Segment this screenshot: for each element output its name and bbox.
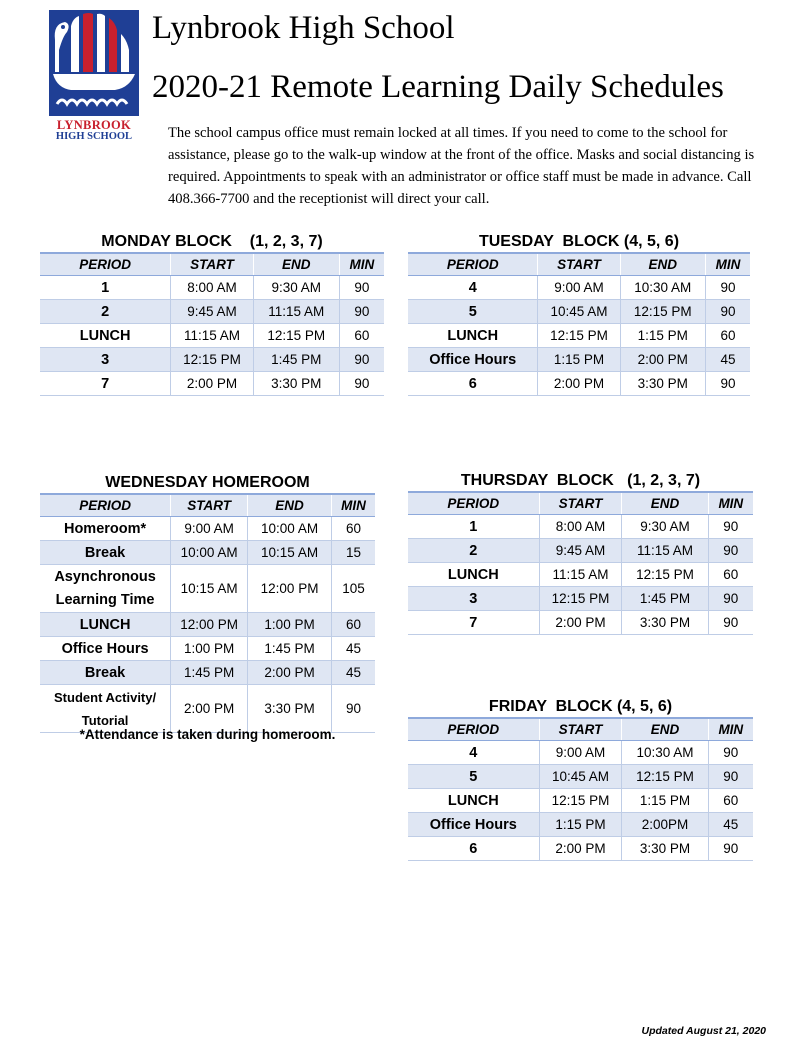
end-cell: 3:30 PM bbox=[253, 372, 339, 396]
start-cell: 2:00 PM bbox=[539, 837, 622, 861]
min-cell: 45 bbox=[708, 813, 753, 837]
table-row bbox=[408, 789, 753, 813]
table-row bbox=[408, 741, 753, 765]
period-cell: 6 bbox=[408, 837, 539, 861]
end-cell: 12:15 PM bbox=[253, 324, 339, 348]
period-cell: Office Hours bbox=[408, 348, 538, 372]
end-cell: 11:15 AM bbox=[622, 539, 708, 563]
school-logo bbox=[49, 10, 139, 142]
min-cell: 45 bbox=[331, 637, 375, 661]
table-row bbox=[408, 611, 753, 635]
min-cell: 60 bbox=[706, 324, 750, 348]
start-cell: 8:00 AM bbox=[539, 515, 622, 539]
period-cell: 7 bbox=[408, 611, 539, 635]
thursday-schedule bbox=[408, 469, 753, 635]
period-cell: 3 bbox=[40, 348, 171, 372]
end-cell: 12:15 PM bbox=[620, 300, 706, 324]
min-cell: 90 bbox=[708, 539, 753, 563]
start-cell: 9:45 AM bbox=[539, 539, 622, 563]
min-cell: 90 bbox=[708, 741, 753, 765]
friday-schedule bbox=[408, 695, 753, 861]
end-header: END bbox=[622, 492, 708, 515]
end-cell: 1:45 PM bbox=[253, 348, 339, 372]
start-cell: 12:00 PM bbox=[171, 613, 248, 637]
start-cell: 10:45 AM bbox=[539, 765, 622, 789]
period-cell: Break bbox=[40, 541, 171, 565]
table-row bbox=[408, 372, 750, 396]
start-header: START bbox=[171, 494, 248, 517]
min-cell: 90 bbox=[708, 515, 753, 539]
period-cell: Asynchronous Learning Time bbox=[40, 565, 171, 613]
school-name: Lynbrook High School bbox=[152, 10, 455, 46]
min-header: MIN bbox=[708, 718, 753, 741]
end-cell: 2:00 PM bbox=[248, 661, 332, 685]
period-header: PERIOD bbox=[408, 492, 539, 515]
period-cell: 6 bbox=[408, 372, 538, 396]
min-cell: 60 bbox=[708, 789, 753, 813]
table-row bbox=[40, 300, 384, 324]
monday-schedule bbox=[40, 230, 384, 396]
period-cell: 5 bbox=[408, 300, 538, 324]
table-row bbox=[40, 613, 375, 637]
end-cell: 3:30 PM bbox=[620, 372, 706, 396]
period-cell: 4 bbox=[408, 276, 538, 300]
period-cell: LUNCH bbox=[40, 613, 171, 637]
table-header bbox=[40, 253, 384, 276]
end-cell: 1:15 PM bbox=[622, 789, 708, 813]
thursday-title: THURSDAY BLOCK (1, 2, 3, 7) bbox=[460, 472, 701, 489]
min-cell: 90 bbox=[706, 300, 750, 324]
end-cell: 3:30 PM bbox=[248, 685, 332, 733]
table-row bbox=[40, 324, 384, 348]
tuesday-title: TUESDAY BLOCK (4, 5, 6) bbox=[478, 233, 680, 250]
min-cell: 15 bbox=[331, 541, 375, 565]
monday-table bbox=[40, 252, 384, 396]
end-cell: 10:30 AM bbox=[622, 741, 708, 765]
min-cell: 60 bbox=[331, 517, 375, 541]
wednesday-table bbox=[40, 493, 375, 733]
tuesday-schedule bbox=[408, 230, 750, 396]
start-header: START bbox=[539, 718, 622, 741]
end-cell: 3:30 PM bbox=[622, 611, 708, 635]
end-header: END bbox=[622, 718, 708, 741]
start-cell: 11:15 AM bbox=[171, 324, 254, 348]
start-cell: 2:00 PM bbox=[171, 685, 248, 733]
min-cell: 105 bbox=[331, 565, 375, 613]
end-cell: 1:45 PM bbox=[248, 637, 332, 661]
end-cell: 9:30 AM bbox=[622, 515, 708, 539]
end-header: END bbox=[253, 253, 339, 276]
period-cell: 4 bbox=[408, 741, 539, 765]
start-cell: 10:45 AM bbox=[538, 300, 620, 324]
min-cell: 90 bbox=[339, 300, 384, 324]
start-cell: 2:00 PM bbox=[171, 372, 254, 396]
table-header bbox=[408, 718, 753, 741]
table-row bbox=[408, 587, 753, 611]
table-row bbox=[408, 515, 753, 539]
period-header: PERIOD bbox=[40, 253, 171, 276]
logo-subname: HIGH SCHOOL bbox=[55, 131, 133, 142]
min-cell: 45 bbox=[331, 661, 375, 685]
table-row bbox=[408, 348, 750, 372]
end-cell: 1:45 PM bbox=[622, 587, 708, 611]
wednesday-title: WEDNESDAY HOMEROOM bbox=[105, 474, 310, 491]
page-title: 2020-21 Remote Learning Daily Schedules bbox=[152, 69, 724, 105]
table-row bbox=[40, 685, 375, 733]
period-cell: 2 bbox=[408, 539, 539, 563]
min-cell: 90 bbox=[706, 372, 750, 396]
end-cell: 9:30 AM bbox=[253, 276, 339, 300]
min-cell: 90 bbox=[339, 348, 384, 372]
min-cell: 90 bbox=[708, 765, 753, 789]
table-row bbox=[408, 276, 750, 300]
viking-ship-logo-icon bbox=[49, 10, 139, 116]
start-cell: 1:00 PM bbox=[171, 637, 248, 661]
period-cell: LUNCH bbox=[40, 324, 171, 348]
table-row bbox=[408, 539, 753, 563]
min-cell: 60 bbox=[708, 563, 753, 587]
min-header: MIN bbox=[708, 492, 753, 515]
table-row bbox=[408, 300, 750, 324]
table-row bbox=[40, 348, 384, 372]
end-cell: 12:15 PM bbox=[622, 563, 708, 587]
end-cell: 1:00 PM bbox=[248, 613, 332, 637]
start-cell: 12:15 PM bbox=[171, 348, 254, 372]
table-row bbox=[408, 324, 750, 348]
start-cell: 8:00 AM bbox=[171, 276, 254, 300]
end-cell: 2:00PM bbox=[622, 813, 708, 837]
start-cell: 9:45 AM bbox=[171, 300, 254, 324]
end-header: END bbox=[248, 494, 332, 517]
min-header: MIN bbox=[706, 253, 750, 276]
period-cell: Office Hours bbox=[40, 637, 171, 661]
table-row bbox=[408, 765, 753, 789]
period-cell: Student Activity/ Tutorial bbox=[40, 685, 171, 733]
start-header: START bbox=[539, 492, 622, 515]
thursday-table bbox=[408, 491, 753, 635]
start-cell: 2:00 PM bbox=[539, 611, 622, 635]
min-cell: 45 bbox=[706, 348, 750, 372]
end-cell: 10:00 AM bbox=[248, 517, 332, 541]
period-cell: 1 bbox=[40, 276, 171, 300]
period-cell: LUNCH bbox=[408, 324, 538, 348]
updated-date: Updated August 21, 2020 bbox=[641, 1025, 766, 1037]
end-cell: 12:15 PM bbox=[622, 765, 708, 789]
attendance-footnote: *Attendance is taken during homeroom. bbox=[79, 727, 336, 742]
start-cell: 2:00 PM bbox=[538, 372, 620, 396]
table-row bbox=[40, 276, 384, 300]
end-cell: 2:00 PM bbox=[620, 348, 706, 372]
start-cell: 1:45 PM bbox=[171, 661, 248, 685]
period-cell: Homeroom* bbox=[40, 517, 171, 541]
start-cell: 10:15 AM bbox=[171, 565, 248, 613]
period-cell: 1 bbox=[408, 515, 539, 539]
table-row bbox=[40, 517, 375, 541]
start-cell: 12:15 PM bbox=[539, 587, 622, 611]
table-row bbox=[408, 563, 753, 587]
start-cell: 12:15 PM bbox=[539, 789, 622, 813]
start-cell: 9:00 AM bbox=[539, 741, 622, 765]
table-row bbox=[408, 837, 753, 861]
end-cell: 11:15 AM bbox=[253, 300, 339, 324]
table-row bbox=[40, 372, 384, 396]
period-header: PERIOD bbox=[408, 253, 538, 276]
period-cell: Office Hours bbox=[408, 813, 539, 837]
min-cell: 90 bbox=[331, 685, 375, 733]
table-row bbox=[40, 661, 375, 685]
logo-name: LYNBROOK bbox=[56, 118, 132, 132]
friday-title: FRIDAY BLOCK (4, 5, 6) bbox=[488, 698, 673, 715]
min-cell: 90 bbox=[708, 837, 753, 861]
friday-table bbox=[408, 717, 753, 861]
min-header: MIN bbox=[339, 253, 384, 276]
period-cell: 7 bbox=[40, 372, 171, 396]
period-cell: LUNCH bbox=[408, 563, 539, 587]
monday-title: MONDAY BLOCK (1, 2, 3, 7) bbox=[101, 233, 323, 250]
min-cell: 90 bbox=[339, 276, 384, 300]
end-cell: 10:15 AM bbox=[248, 541, 332, 565]
min-cell: 60 bbox=[339, 324, 384, 348]
period-cell: 2 bbox=[40, 300, 171, 324]
start-cell: 12:15 PM bbox=[538, 324, 620, 348]
table-row bbox=[40, 565, 375, 613]
period-cell: 5 bbox=[408, 765, 539, 789]
start-cell: 11:15 AM bbox=[539, 563, 622, 587]
table-row bbox=[408, 813, 753, 837]
period-header: PERIOD bbox=[408, 718, 539, 741]
min-header: MIN bbox=[331, 494, 375, 517]
office-notice: The school campus office must remain locked at all times. If you need to come to the school for assistance, please go to the walk-up window at the front of the office. Masks and social distancing is required. Appointments to speak with an administrator or office staff must be made in advance. Call 408.366-7700 and the receptionist will direct your call. bbox=[168, 125, 755, 207]
end-cell: 1:15 PM bbox=[620, 324, 706, 348]
min-cell: 90 bbox=[339, 372, 384, 396]
period-cell: LUNCH bbox=[408, 789, 539, 813]
start-cell: 9:00 AM bbox=[538, 276, 620, 300]
end-cell: 12:00 PM bbox=[248, 565, 332, 613]
table-header bbox=[408, 492, 753, 515]
start-cell: 1:15 PM bbox=[539, 813, 622, 837]
end-header: END bbox=[620, 253, 706, 276]
min-cell: 90 bbox=[708, 611, 753, 635]
table-row bbox=[40, 541, 375, 565]
tuesday-table bbox=[408, 252, 750, 396]
start-cell: 1:15 PM bbox=[538, 348, 620, 372]
start-cell: 9:00 AM bbox=[171, 517, 248, 541]
start-cell: 10:00 AM bbox=[171, 541, 248, 565]
table-header bbox=[40, 494, 375, 517]
period-header: PERIOD bbox=[40, 494, 171, 517]
min-cell: 90 bbox=[708, 587, 753, 611]
min-cell: 60 bbox=[331, 613, 375, 637]
start-header: START bbox=[538, 253, 620, 276]
start-header: START bbox=[171, 253, 254, 276]
end-cell: 10:30 AM bbox=[620, 276, 706, 300]
period-cell: 3 bbox=[408, 587, 539, 611]
min-cell: 90 bbox=[706, 276, 750, 300]
wednesday-schedule bbox=[40, 471, 375, 733]
table-row bbox=[40, 637, 375, 661]
end-cell: 3:30 PM bbox=[622, 837, 708, 861]
period-cell: Break bbox=[40, 661, 171, 685]
table-header bbox=[408, 253, 750, 276]
